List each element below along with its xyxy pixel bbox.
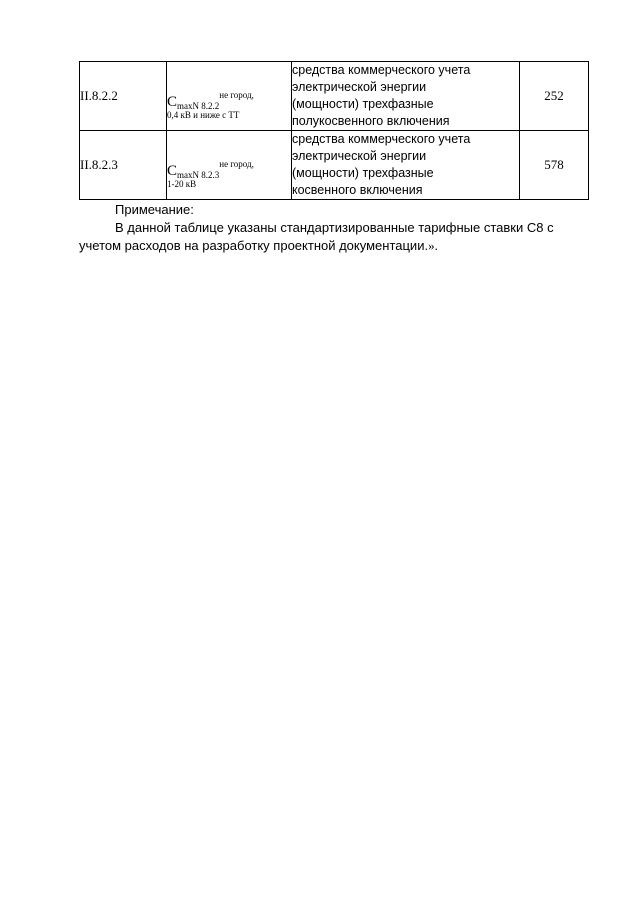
formula-condition: 0,4 кВ и ниже с ТТ: [167, 110, 240, 120]
formula-superscript: не город,: [219, 90, 254, 100]
formula-subscript: maxN 8.2.3: [177, 170, 220, 180]
note-heading: Примечание:: [115, 202, 194, 217]
formula-main: C: [167, 163, 178, 179]
row-code: II.8.2.3: [80, 131, 167, 200]
row-code: II.8.2.2: [80, 62, 167, 131]
description-line: косвенного включения: [292, 183, 423, 197]
note-closing-quote: ».: [428, 238, 438, 253]
note-text-line: В данной таблице указаны стандартизированные тарифные ставки С8 с: [115, 220, 554, 235]
row-value: 578: [520, 131, 589, 200]
note-block: [79, 201, 589, 255]
formula-main: C: [167, 94, 178, 110]
table-row: [80, 131, 589, 200]
description-line: средства коммерческого учета: [292, 132, 471, 146]
note-text: учетом расходов на разработку проектной документации.: [79, 238, 429, 253]
row-value: 252: [520, 62, 589, 131]
row-formula: [167, 131, 292, 200]
formula-condition: 1-20 кВ: [167, 179, 197, 189]
table-row: [80, 62, 589, 131]
description-line: электрической энергии: [292, 149, 427, 163]
row-formula: [167, 62, 292, 131]
description-line: (мощности) трехфазные: [292, 97, 434, 111]
description-line: полукосвенного включения: [292, 114, 450, 128]
row-description: [292, 131, 520, 200]
tariff-table: [79, 61, 589, 200]
row-description: [292, 62, 520, 131]
note-text-line: [79, 237, 589, 255]
formula-superscript: не город,: [219, 159, 254, 169]
description-line: (мощности) трехфазные: [292, 166, 434, 180]
formula-subscript: maxN 8.2.2: [177, 101, 220, 111]
description-line: средства коммерческого учета: [292, 63, 471, 77]
description-line: электрической энергии: [292, 80, 427, 94]
